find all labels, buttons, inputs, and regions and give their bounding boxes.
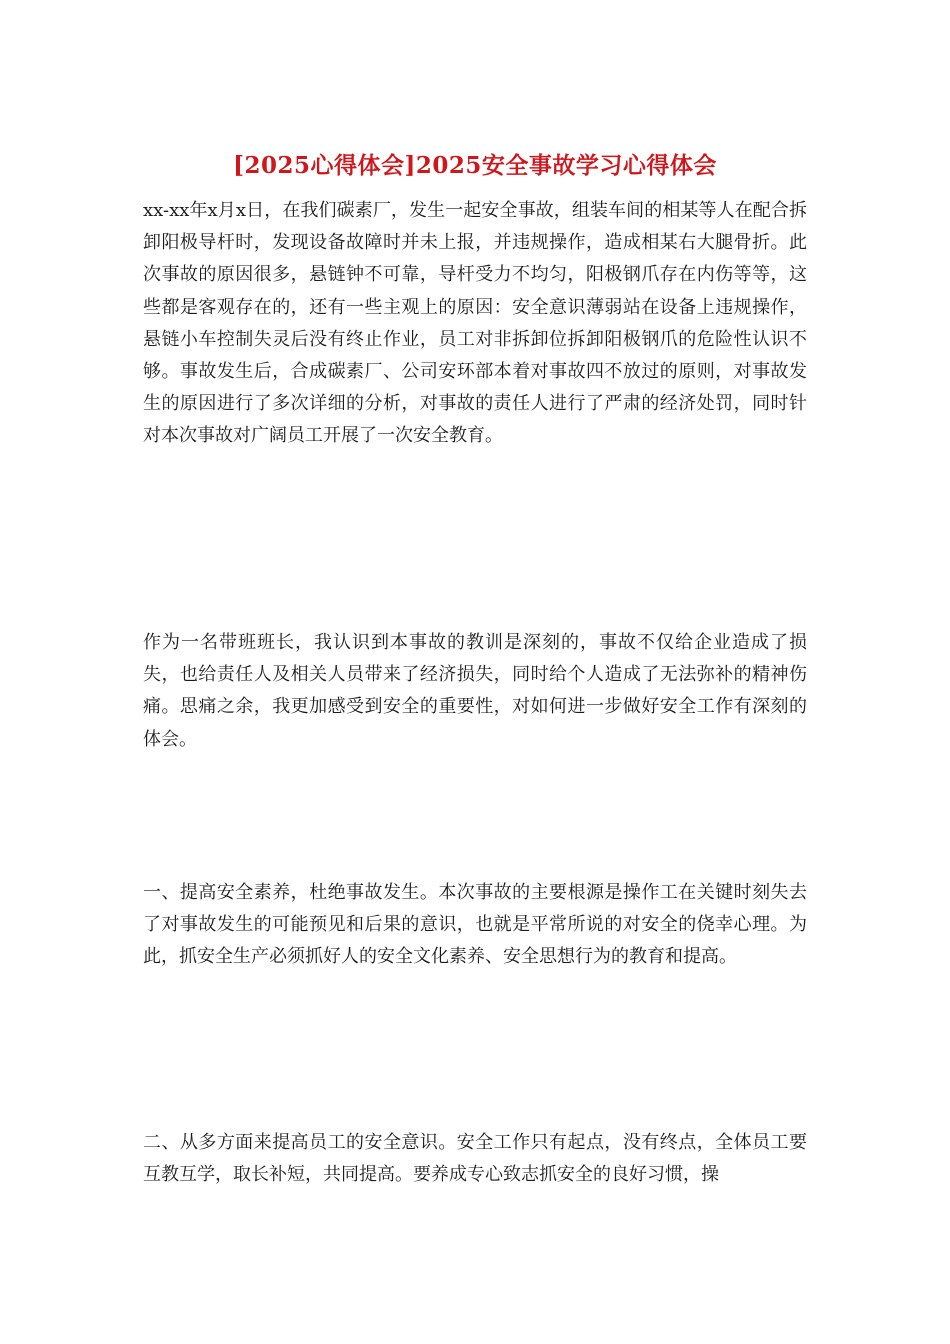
document-title: [2025心得体会]2025安全事故学习心得体会 [233,152,717,179]
paragraph-point-two: 二、从多方面来提高员工的安全意识。安全工作只有起点，没有终点，全体员工要互教互学，取长补短，共同提高。要养成专心致志抓安全的良好习惯，操 [143,1132,807,1186]
paragraph-accident-description: xx-xx年x月x日，在我们碳素厂，发生一起安全事故，组装车间的相某等人在配合拆卸阳极导杆时，发现设备故障时并未上报，并违规操作，造成相某右大腿骨折。此次事故的原因很多，悬链钟不可靠，导杆受力不均匀，阳极钢爪存在内伤等等，这些都是客观存在的，还有一些主观上的原因：安全意识薄弱站在设备上违规操作，悬链小车控制失灵后没有终止作业，员工对非拆卸位拆卸阳极钢爪的危险性认识不够。事故发生后，合成碳素厂、公司安环部本着对事故四不放过的原则，对事故发生的原因进行了多次详细的分析，对事故的责任人进行了严肃的经济处罚，同时针对本次事故对广阔员工开展了一次安全教育。 [143,200,807,447]
paragraph-point-one: 一、提高安全素养，杜绝事故发生。本次事故的主要根源是操作工在关键时刻失去了对事故发生的可能预见和后果的意识，也就是平常所说的对安全的侥幸心理。为此，抓安全生产必须抓好人的安全文化素养、安全思想行为的教育和提高。 [143,882,807,968]
paragraph-team-leader-reflection: 作为一名带班班长，我认识到本事故的教训是深刻的，事故不仅给企业造成了损失，也给责任人及相关人员带来了经济损失，同时给个人造成了无法弥补的精神伤痛。思痛之余，我更加感受到安全的重要性，对如何进一步做好安全工作有深刻的体会。 [143,632,807,750]
